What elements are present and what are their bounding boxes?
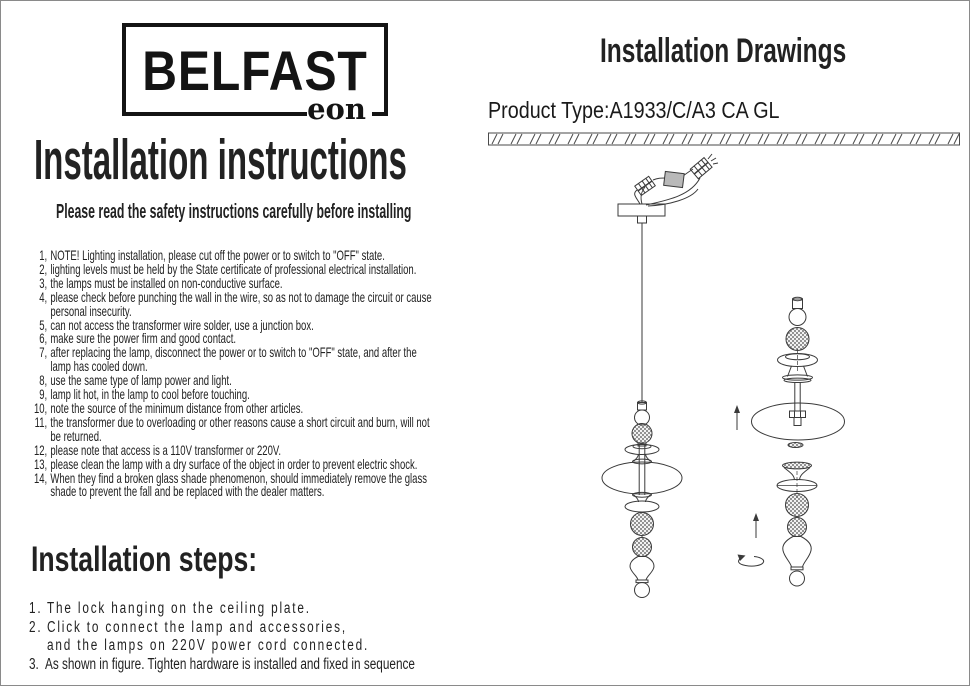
- item-number: 12,: [33, 442, 48, 458]
- item-number: 9,: [39, 387, 48, 403]
- item-number: 3.: [29, 656, 39, 674]
- list-item: [29, 249, 432, 263]
- wire-connector-right: [690, 158, 712, 179]
- list-item: [29, 346, 432, 374]
- item-number: 13,: [33, 456, 48, 472]
- crystal-sphere: [786, 328, 809, 351]
- item-text: the transformer due to overloading or other reasons cause a short circuit and burn, will not be returned.: [50, 414, 430, 444]
- item-text: please check before punching the wall in the wire, so as not to damage the circuit or cause personal insecurity.: [50, 289, 432, 319]
- brand-logo-box: [122, 23, 388, 126]
- list-item: [29, 291, 432, 319]
- item-text: can not access the transformer wire solder, use a junction box.: [50, 317, 314, 333]
- list-item: [29, 444, 432, 458]
- item-number: 14,: [33, 470, 48, 486]
- item-text: The lock hanging on the ceiling plate.: [47, 600, 311, 617]
- glass-sphere: [635, 410, 650, 425]
- steps-title: Installation steps:: [31, 540, 258, 579]
- safety-list: [29, 249, 432, 499]
- item-number: 8,: [39, 373, 48, 389]
- list-item: [29, 319, 432, 333]
- brand-subname: eon: [307, 92, 366, 126]
- item-number: 5,: [39, 317, 48, 333]
- power-wires-drawing: [635, 154, 718, 206]
- list-item: [29, 402, 432, 416]
- main-glass-shade: [602, 462, 682, 494]
- bottom-sphere: [635, 583, 650, 598]
- list-item: [29, 332, 432, 346]
- item-text: note the source of the minimum distance from other articles.: [50, 400, 304, 416]
- shade-end-cap: [788, 443, 803, 448]
- wire-connector-left: [635, 176, 656, 195]
- ceiling-plate-drawing: [618, 204, 665, 402]
- list-item: [29, 656, 415, 675]
- brand-name: BELFAST: [142, 39, 368, 102]
- glass-sphere: [789, 309, 806, 326]
- item-text: please note that access is a 110V transformer or 220V.: [50, 442, 281, 458]
- item-number: 11,: [34, 414, 48, 430]
- item-number: 7,: [39, 345, 48, 361]
- item-text: As shown in figure. Tighten hardware is installed and fixed in sequence: [44, 656, 415, 674]
- drawings-title: Installation Drawings: [600, 32, 847, 70]
- exploded-parts-drawing: [726, 291, 876, 601]
- pendant-lamp-drawing: [602, 401, 682, 598]
- safety-subtitle: Please read the safety instructions carefully before installing: [56, 200, 412, 223]
- steps-list: [29, 600, 415, 675]
- item-text: after replacing the lamp, disconnect the power or to switch to "OFF" state, and after the lamp has cooled down.: [50, 345, 417, 375]
- assembled-lamp-drawing: [556, 151, 746, 611]
- item-number: 10,: [33, 400, 48, 416]
- item-text: make sure the power firm and good contact.: [50, 331, 237, 347]
- crystal-sphere: [631, 513, 654, 536]
- list-item: [29, 416, 432, 444]
- item-text: NOTE! Lighting installation, please cut off the power or to switch to "OFF" state.: [50, 248, 385, 263]
- item-number: 3,: [39, 275, 48, 291]
- exploded-bottom-assembly: [738, 462, 818, 586]
- wire-strands: [708, 154, 718, 164]
- product-type-value: A1933/C/A3 CA GL: [609, 97, 780, 123]
- item-text: When they find a broken glass shade phenomenon, should immediately remove the glass shade to prevent the fall and be replaced with the dealer matters.: [50, 470, 427, 500]
- list-item: [29, 472, 432, 500]
- list-item: [29, 277, 432, 291]
- item-number: 1.: [29, 600, 43, 617]
- crystal-sphere: [633, 538, 652, 557]
- junction-box: [664, 171, 685, 187]
- list-item: [29, 263, 432, 277]
- item-text: Click to connect the lamp and accessories, and the lamps on 220V power cord connected.: [47, 618, 370, 655]
- list-item: [29, 619, 415, 656]
- bottom-sphere: [790, 571, 805, 586]
- locking-nut: [790, 411, 806, 418]
- item-text: please clean the lamp with a dry surface of the object in order to prevent electric shock.: [50, 456, 418, 472]
- crystal-sphere: [788, 518, 807, 537]
- list-item: [29, 600, 415, 619]
- item-number: 4,: [39, 289, 48, 305]
- ceiling-hatch-bar: [488, 132, 960, 146]
- item-text: use the same type of lamp power and light.: [50, 373, 232, 389]
- list-item: [29, 388, 432, 402]
- item-text: lamp lit hot, in the lamp to cool before touching.: [50, 387, 250, 403]
- product-type: [488, 98, 780, 124]
- item-number: 1,: [39, 248, 48, 263]
- glass-disc: [625, 501, 659, 512]
- item-text: the lamps must be installed on non-conductive surface.: [50, 275, 283, 291]
- glass-vase: [630, 557, 654, 581]
- glass-vase: [783, 537, 811, 568]
- item-text: lighting levels must be held by the State certificate of professional electrical installation.: [50, 261, 417, 277]
- item-number: 6,: [39, 331, 48, 347]
- list-item: [29, 374, 432, 388]
- crystal-sphere: [786, 494, 809, 517]
- item-number: 2,: [39, 261, 48, 277]
- product-type-label: Product Type:: [488, 97, 610, 123]
- item-number: 2.: [29, 618, 43, 636]
- exploded-top-assembly: [734, 297, 845, 447]
- page-title: Installation instructions: [34, 128, 407, 192]
- crystal-sphere: [632, 424, 652, 444]
- list-item: [29, 458, 432, 472]
